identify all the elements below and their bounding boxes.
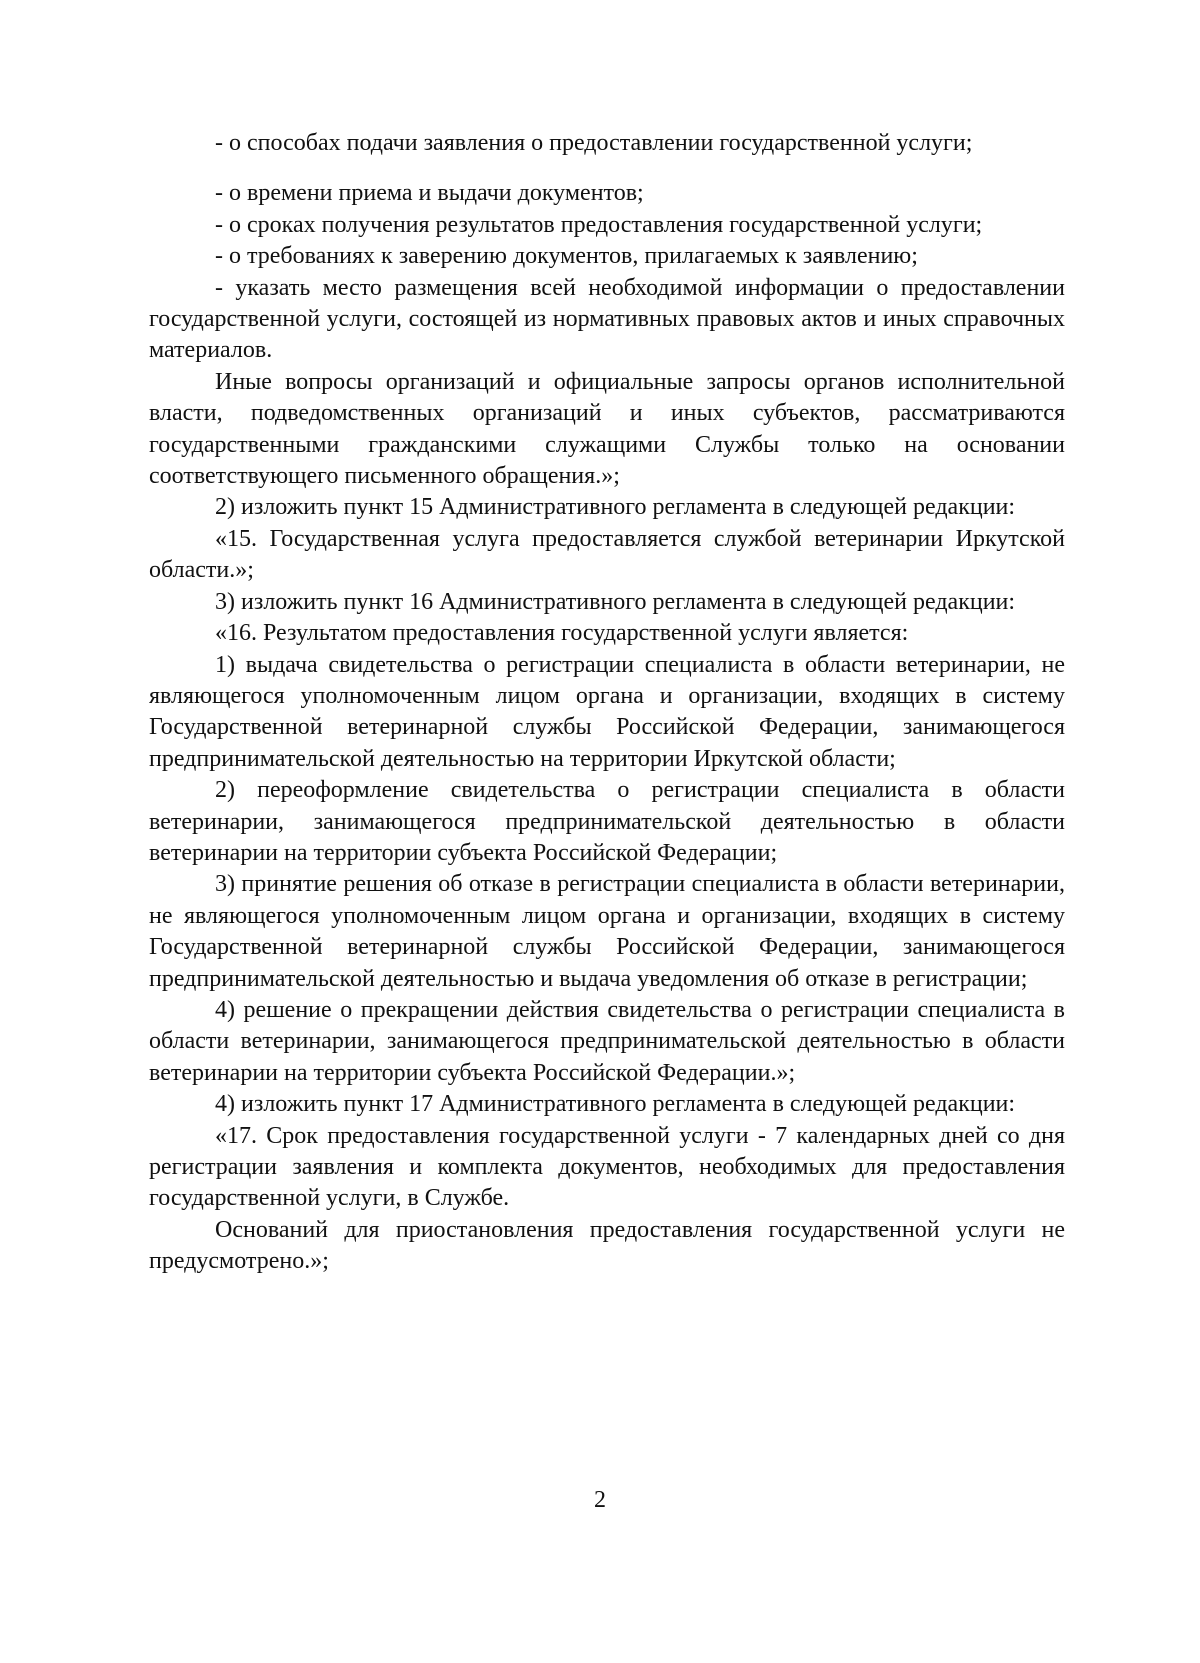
paragraph-15: 4) изложить пункт 17 Административного регламента в следующей редакции: bbox=[215, 1091, 1016, 1118]
paragraph-12: 2) переоформление свидетельства о регистрации специалиста в области ветеринарии, занимающегося предпринимательской деятельностью в области ветеринарии на территории субъекта Российской Федерации; bbox=[149, 777, 1065, 866]
paragraph-8: «15. Государственная услуга предоставляется службой ветеринарии Иркутской области.»; bbox=[149, 525, 1065, 584]
paragraph-14: 4) решение о прекращении действия свидетельства о регистрации специалиста в области ветеринарии, занимающегося предпринимательской деятельностью в области ветеринарии на территории субъекта Российской Федерации.»; bbox=[149, 996, 1065, 1086]
paragraph-17: Оснований для приостановления предоставления государственной услуги не предусмотрено.»; bbox=[149, 1216, 1065, 1275]
paragraph-13: 3) принятие решения об отказе в регистрации специалиста в области ветеринарии, не являющегося уполномоченным лицом органа и организации, входящих в систему Государственной ветеринарной службы Российской Федерации, занимающегося предпринимательской деятельностью и выдача уведомления об отказе в регистрации; bbox=[149, 871, 1065, 992]
paragraph-3: - о сроках получения результатов предоставления государственной услуги; bbox=[215, 211, 983, 238]
paragraph-16: «17. Срок предоставления государственной услуги - 7 календарных дней со дня регистрации заявления и комплекта документов, необходимых для предоставления государственной услуги, в Службе. bbox=[149, 1122, 1065, 1212]
paragraph-9: 3) изложить пункт 16 Административного регламента в следующей редакции: bbox=[215, 588, 1016, 615]
paragraph-1: - о способах подачи заявления о предоставлении государственной услуги; bbox=[215, 130, 973, 156]
paragraph-2: - о времени приема и выдачи документов; bbox=[215, 180, 644, 207]
paragraph-4: - о требованиях к заверению документов, прилагаемых к заявлению; bbox=[215, 243, 918, 270]
paragraph-10: «16. Результатом предоставления государственной услуги является: bbox=[215, 620, 909, 647]
paragraph-11: 1) выдача свидетельства о регистрации специалиста в области ветеринарии, не являющегося уполномоченным лицом органа и организации, входящих в систему Государственной ветеринарной службы Российской Федерации, занимающегося предпринимательской деятельностью на территории Иркутской области; bbox=[149, 651, 1065, 772]
paragraph-5: - указать место размещения всей необходимой информации о предоставлении государственной услуги, состоящей из нормативных правовых актов и иных справочных материалов. bbox=[149, 274, 1065, 364]
page-number: 2 bbox=[594, 1487, 606, 1513]
paragraph-7: 2) изложить пункт 15 Административного регламента в следующей редакции: bbox=[215, 494, 1016, 521]
document-page bbox=[149, 128, 1065, 1278]
paragraph-6: Иные вопросы организаций и официальные запросы органов исполнительной власти, подведомственных организаций и иных субъектов, рассматриваются государственными гражданскими служащими Службы только на основании соответствующего письменного обращения.»; bbox=[149, 368, 1065, 490]
